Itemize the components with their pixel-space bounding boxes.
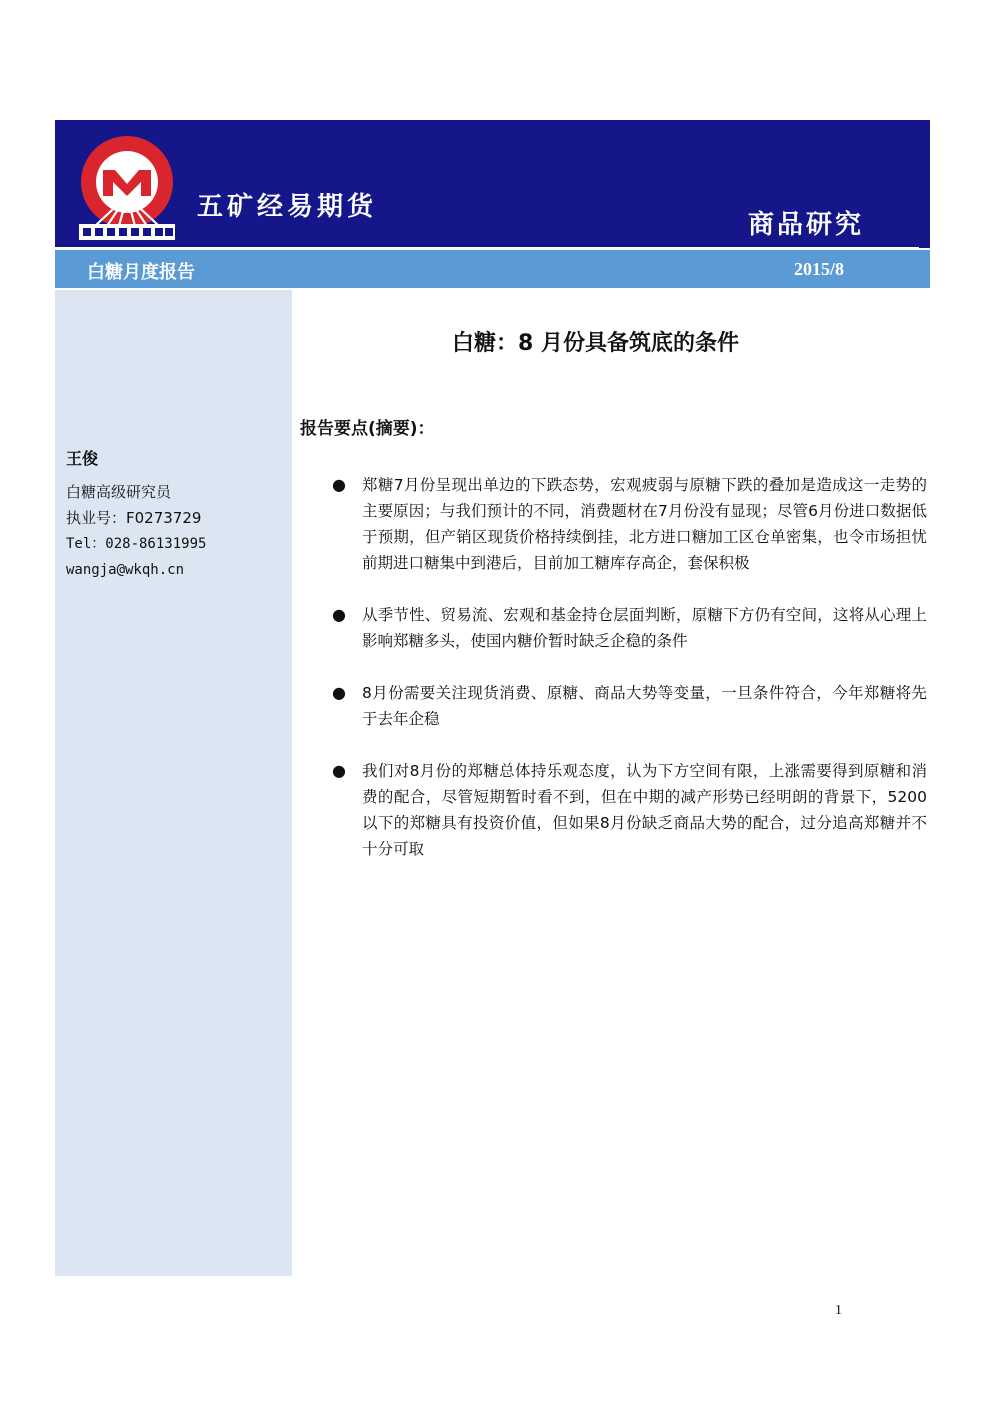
author-role: 白糖高级研究员 xyxy=(66,483,172,501)
list-item xyxy=(332,472,927,576)
summary-list xyxy=(332,472,927,888)
list-item xyxy=(332,758,927,862)
bullet-text: 从季节性、贸易流、宏观和基金持仓层面判断，原糖下方仍有空间，这将从心理上影响郑糖多头，使国内糖价暂时缺乏企稳的条件 xyxy=(362,606,927,650)
author-tel: Tel：028-86131995 xyxy=(66,536,207,552)
header-divider xyxy=(55,247,919,249)
report-type: 白糖月度报告 xyxy=(87,262,195,283)
bullet-text: 8月份需要关注现货消费、原糖、商品大势等变量，一旦条件符合，今年郑糖将先于去年企稳 xyxy=(362,684,927,728)
author-sidebar xyxy=(55,290,292,1276)
page-number: 1 xyxy=(835,1303,842,1318)
author-name: 王俊 xyxy=(66,449,99,468)
bullet-icon: ● xyxy=(332,475,346,494)
bullet-icon: ● xyxy=(332,605,346,624)
author-email[interactable]: wangja@wkqh.cn xyxy=(66,562,185,578)
bullet-text: 郑糖7月份呈现出单边的下跌态势，宏观疲弱与原糖下跌的叠加是造成这一走势的主要原因；与我们预计的不同，消费题材在7月份没有显现；尽管6月份进口数据低于预期，但产销区现货价格持续倒挂，北方进口糖加工区仓单密集，也令市场担忧前期进口糖集中到港后，目前加工糖库存高企，套保积极 xyxy=(362,476,927,572)
report-subheader xyxy=(55,250,930,288)
list-item xyxy=(332,680,927,732)
minmetals-logo xyxy=(77,134,177,242)
bullet-text: 我们对8月份的郑糖总体持乐观态度，认为下方空间有限，上涨需要得到原糖和消费的配合，尽管短期暂时看不到，但在中期的减产形势已经明朗的背景下，5200以下的郑糖具有投资价值，但如果8月份缺乏商品大势的配合，过分追高郑糖并不十分可取 xyxy=(362,762,927,858)
report-category: 商品研究 xyxy=(747,210,864,240)
report-header xyxy=(55,120,930,248)
summary-heading: 报告要点(摘要)： xyxy=(300,419,435,439)
bullet-icon: ● xyxy=(332,683,346,702)
list-item xyxy=(332,602,927,654)
report-date: 2015/8 xyxy=(793,259,844,279)
report-title: 白糖：8 月份具备筑底的条件 xyxy=(452,331,739,356)
bullet-icon: ● xyxy=(332,761,346,780)
company-name: 五矿经易期货 xyxy=(197,192,378,222)
author-info xyxy=(66,446,206,583)
author-license: 执业号：F0273729 xyxy=(66,509,202,527)
